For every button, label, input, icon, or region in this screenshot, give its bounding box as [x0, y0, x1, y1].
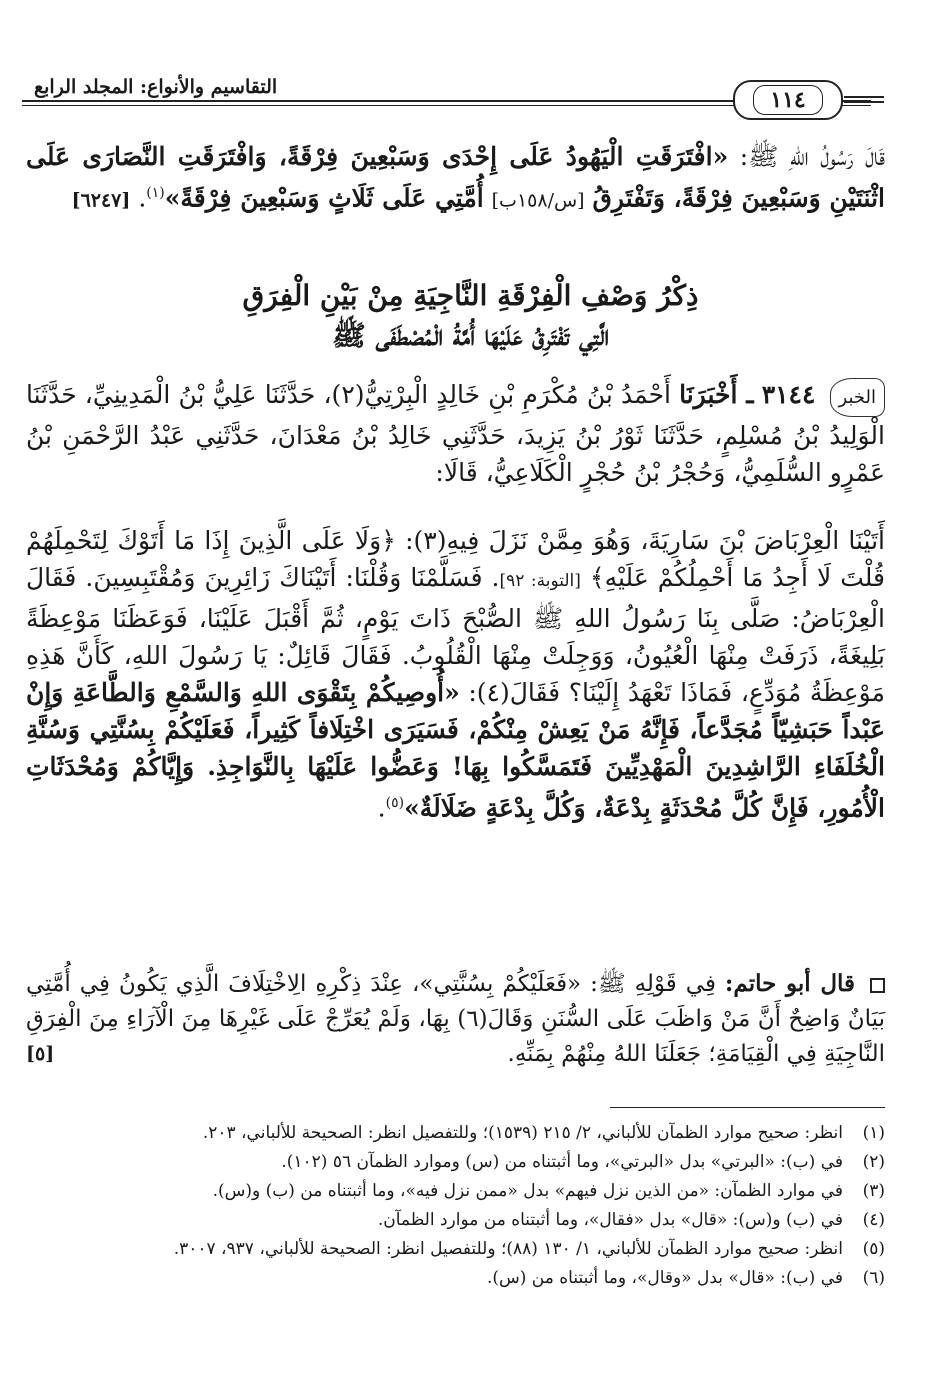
footnote-number: (٤)	[862, 1210, 885, 1230]
footnotes	[60, 1119, 885, 1293]
hadith-ref-number: [٦٢٤٧]	[71, 189, 131, 212]
footnote-number: (٣)	[862, 1181, 885, 1201]
footnote-text: في (ب): «قال» بدل «وقال»، وما أثبتناه من (س).	[486, 1268, 843, 1288]
heading-line-2: الَّتِي تَفْتَرِقُ عَلَيْهَا أُمَّةُ الْمُصْطَفَى ﷺ	[331, 319, 610, 352]
intro-paragraph: قَالَ رَسُولُ اللهِ ﷺ: «افْتَرَقَتِ الْيَهُودُ عَلَى إِحْدَى وَسَبْعِينَ فِرْقَةً، وَافْتَرَقَتِ النَّصَارَى عَلَى اثْنَتَيْنِ وَسَبْعِينَ فِرْقَةً، وَتَفْتَرِقُ [س/١٥٨ب] أُمَّتِي عَلَى ثَلَاثٍ وَسَبْعِينَ فِرْقَةً»$^{(١)}$. [٦٢٤٧]	[26, 142, 885, 213]
footnote-number: (٢)	[862, 1152, 885, 1172]
intro-hadith: «افْتَرَقَتِ الْيَهُودُ عَلَى إِحْدَى وَسَبْعِينَ فِرْقَةً، وَافْتَرَقَتِ النَّصَارَى عَلَى اثْنَتَيْنِ وَسَبْعِينَ فِرْقَةً، وَتَفْتَرِقُ	[26, 142, 885, 213]
note-text: فِي قَوْلِهِ ﷺ: «فَعَلَيْكُمْ بِسُنَّتِي»، عِنْدَ ذِكْرِهِ الِاخْتِلَافَ الَّذِي يَكُونُ فِي أُمَّتِي بَيَانٌ وَاضِحٌ أَنَّ مَنْ وَاظَبَ عَلَى السُّنَنِ وَقَالَ(٦) بِهَا، وَلَمْ يُعَرِّجْ عَلَى غَيْرِهَا مِنَ الْآرَاءِ مِنَ الْفِرَقِ النَّاجِيَةِ فِي الْقِيَامَةِ؛ جَعَلَنَا اللهُ مِنْهُمْ بِمَنِّهِ.	[26, 971, 885, 1067]
header-dash	[844, 101, 884, 103]
isnad-text: أَحْمَدُ بْنُ مُكْرَمِ بْنِ خَالِدٍ الْبِرْتِيُّ(٢)، حَدَّثَنَا عَلِيُّ بْنُ الْمَدِينِيِّ، حَدَّثَنَا الْوَلِيدُ بْنُ مُسْلِمٍ، حَدَّثَنَا ثَوْرُ بْنُ يَزِيدَ، حَدَّثَنِي خَالِدُ بْنُ مَعْدَانَ، حَدَّثَنِي عَبْدُ الرَّحْمَنِ بْنُ عَمْرٍو السُّلَمِيُّ، وَحُجْرُ بْنُ حُجْرٍ الْكَلَاعِيُّ، قَالَا:	[26, 380, 885, 487]
matn-text-1: أَتَيْنَا الْعِرْبَاضَ بْنَ سَارِيَةَ، وَهُوَ مِمَّنْ نَزَلَ فِيهِ(٣): ﴿وَلَا عَلَى الَّذِينَ إِذَا مَا أَتَوْكَ لِتَحْمِلَهُمْ قُلْتَ لَا أَجِدُ مَا أَحْمِلُكُمْ عَلَيْهِ﴾	[26, 526, 886, 592]
footnote-number: (٥)	[862, 1239, 885, 1259]
footnote	[60, 1235, 885, 1264]
intro-hadith-end: أُمَّتِي عَلَى ثَلَاثٍ وَسَبْعِينَ فِرْقَةً»	[164, 183, 484, 213]
note-ref: [٥]	[26, 1043, 55, 1065]
khabar-icon: الخبر	[830, 378, 885, 417]
footnote	[60, 1264, 885, 1293]
footnote	[60, 1148, 885, 1177]
isnad-paragraph	[26, 376, 885, 491]
matn-paragraph: أَتَيْنَا الْعِرْبَاضَ بْنَ سَارِيَةَ، وَهُوَ مِمَّنْ نَزَلَ فِيهِ(٣): ﴿وَلَا عَلَى الَّذِينَ إِذَا مَا أَتَوْكَ لِتَحْمِلَهُمْ قُلْتَ لَا أَجِدُ مَا أَحْمِلُكُمْ عَلَيْهِ﴾ [التوبة: ٩٢]. فَسَلَّمْنَا وَقُلْنَا: أَتَيْنَاكَ زَائِرِينَ وَمُقْتَبِسِينَ. فَقَالَ الْعِرْبَاضُ: صَلَّى بِنَا رَسُولُ اللهِ ﷺ الصُّبْحَ ذَاتَ يَوْمٍ، ثُمَّ أَقْبَلَ عَلَيْنَا، فَوَعَظَنَا مَوْعِظَةً بَلِيغَةً، ذَرَفَتْ مِنْهَا الْعُيُونُ، وَوَجِلَتْ مِنْهَا الْقُلُوبُ. فَقَالَ قَائِلٌ: يَا رَسُولَ اللهِ، كَأَنَّ هَذِهِ مَوْعِظَةُ مُوَدِّعٍ، فَمَاذَا تَعْهَدُ إِلَيْنَا؟ فَقَالَ(٤): «أُوصِيكُمْ بِتَقْوَى اللهِ وَالسَّمْعِ وَالطَّاعَةِ وَإِنْ عَبْداً حَبَشِيّاً مُجَدَّعاً، فَإِنَّهُ مَنْ يَعِشْ مِنْكُمْ، فَسَيَرَى اخْتِلَافاً كَثِيراً، فَعَلَيْكُمْ بِسُنَّتِي وَسُنَّةِ الْخُلَفَاءِ الرَّاشِدِينَ الْمَهْدِيِّينَ فَتَمَسَّكُوا بِهَا! وَعَضُّوا عَلَيْهَا بِالنَّوَاجِذِ. وَإِيَّاكُمْ وَمُحْدَثَاتِ الْأُمُورِ، فَإِنَّ كُلَّ مُحْدَثَةٍ بِدْعَةٌ، وَكُلَّ بِدْعَةٍ ضَلَالَةٌ»$^{(٥)}$.	[26, 526, 886, 823]
page-number: ١١٤	[753, 85, 822, 115]
page-number-frame	[733, 80, 843, 120]
intro-lead: قَالَ رَسُولُ اللهِ ﷺ:	[739, 142, 885, 171]
section-heading	[40, 276, 901, 356]
footnote-ref: (٥)	[385, 795, 405, 811]
footnote	[60, 1206, 885, 1235]
footnote-text: انظر: صحيح موارد الظمآن للألباني، ١/ ١٣٠ (٨٨)؛ وللتفصيل انظر: الصحيحة للألباني، ٩٣٧، ٣٠٠٧.	[173, 1239, 843, 1259]
running-title: التقاسيم والأنواع: المجلد الرابع	[28, 76, 283, 98]
abu-hatim-note	[26, 966, 885, 1072]
footnote-number: (١)	[862, 1123, 885, 1143]
footnote-text: في (ب) و(س): «قال» بدل «فقال»، وما أثبتناه من موارد الظمآن.	[377, 1210, 843, 1230]
heading-line-1: ذِكْرُ وَصْفِ الْفِرْقَةِ النَّاجِيَةِ مِنْ بَيْنِ الْفِرَقِ	[242, 279, 699, 312]
hadith-number: ٣١٤٤	[761, 380, 816, 409]
hadith-text: «أُوصِيكُمْ بِتَقْوَى اللهِ وَالسَّمْعِ وَالطَّاعَةِ وَإِنْ عَبْداً حَبَشِيّاً مُجَدَّعاً، فَإِنَّهُ مَنْ يَعِشْ مِنْكُمْ، فَسَيَرَى اخْتِلَافاً كَثِيراً، فَعَلَيْكُمْ بِسُنَّتِي وَسُنَّةِ الْخُلَفَاءِ الرَّاشِدِينَ الْمَهْدِيِّينَ فَتَمَسَّكُوا بِهَا! وَعَضُّوا عَلَيْهَا بِالنَّوَاجِذِ. وَإِيَّاكُمْ وَمُحْدَثَاتِ الْأُمُورِ، فَإِنَّ كُلَّ مُحْدَثَةٍ بِدْعَةٌ، وَكُلَّ بِدْعَةٍ ضَلَالَةٌ»	[26, 678, 885, 823]
quran-ref: [التوبة: ٩٢]	[499, 571, 581, 591]
abu-hatim-label: قال أبو حاتم:	[724, 970, 856, 997]
header-dash	[844, 96, 884, 98]
akhbarana: ـ أَخْبَرَنَا	[679, 380, 754, 409]
footnote	[60, 1119, 885, 1148]
footnote	[60, 1177, 885, 1206]
matn-text-2: . فَسَلَّمْنَا وَقُلْنَا: أَتَيْنَاكَ زَائِرِينَ وَمُقْتَبِسِينَ. فَقَالَ الْعِرْبَاضُ: صَلَّى بِنَا رَسُولُ اللهِ ﷺ الصُّبْحَ ذَاتَ يَوْمٍ، ثُمَّ أَقْبَلَ عَلَيْنَا، فَوَعَظَنَا مَوْعِظَةً بَلِيغَةً، ذَرَفَتْ مِنْهَا الْعُيُونُ، وَوَجِلَتْ مِنْهَا الْقُلُوبُ. فَقَالَ قَائِلٌ: يَا رَسُولَ اللهِ، كَأَنَّ هَذِهِ مَوْعِظَةُ مُوَدِّعٍ، فَمَاذَا تَعْهَدُ إِلَيْنَا؟ فَقَالَ(٤):	[26, 563, 885, 707]
manuscript-marker: [س/١٥٨ب]	[491, 189, 585, 212]
footnote-text: في (ب): «البرتي» بدل «البرتي»، وما أثبتناه من (س) وموارد الظمآن ٥٦ (١٠٢).	[281, 1152, 843, 1172]
footnote-rule	[610, 1107, 885, 1108]
footnote-text: في موارد الظمآن: «من الذين نزل فيهم» بدل «ممن نزل فيه»، وما أثبتناه من (ب) و(س).	[212, 1181, 843, 1201]
footnote-number: (٦)	[862, 1268, 885, 1288]
footnote-text: انظر: صحيح موارد الظمآن للألباني، ٢/ ٢١٥ (١٥٣٩)؛ وللتفصيل انظر: الصحيحة للألباني، ٢٠٣.	[202, 1123, 843, 1143]
footnote-ref: (١)	[146, 185, 165, 201]
note-square-icon	[870, 978, 885, 993]
